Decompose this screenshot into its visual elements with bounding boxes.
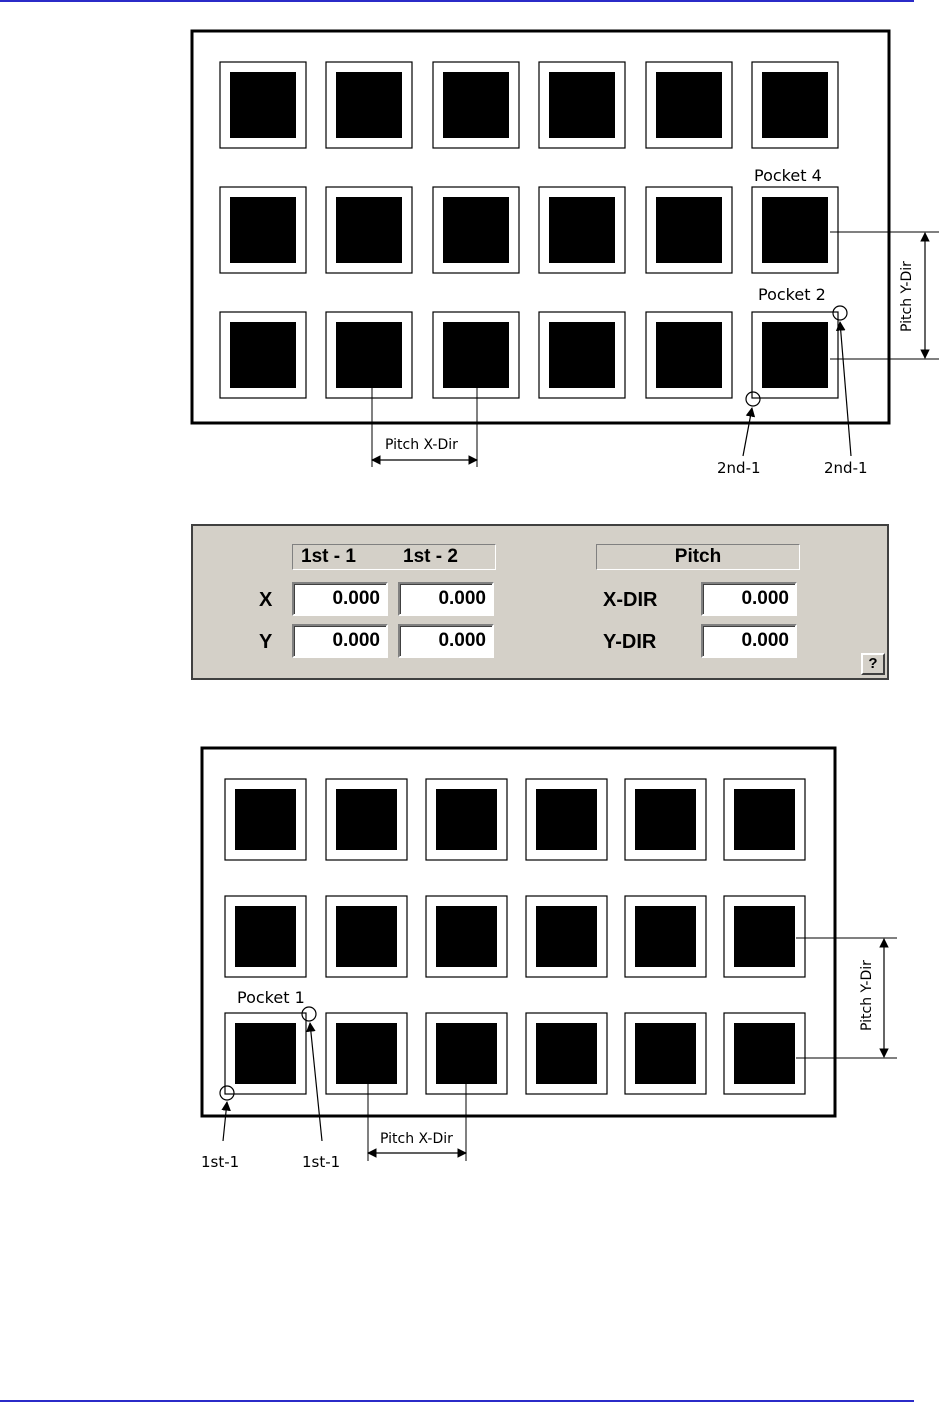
marker-label-right: 1st-1	[302, 1153, 341, 1171]
pocket-square	[230, 197, 296, 263]
pocket-square	[336, 906, 397, 967]
pitch-ydir-label: Y-DIR	[603, 631, 657, 653]
x-1st-1-field[interactable]	[292, 582, 388, 616]
tray-diagram-top	[0, 0, 939, 490]
pocket-square	[235, 1023, 296, 1084]
help-button[interactable]: ?	[861, 653, 885, 675]
pocket-square	[443, 322, 509, 388]
pocket-square	[336, 197, 402, 263]
pocket-square	[436, 906, 497, 967]
pocket-square	[549, 197, 615, 263]
pocket-square	[762, 72, 828, 138]
pocket-position-dialog	[191, 524, 889, 680]
column-header-1st-1: 1st - 1	[301, 546, 356, 567]
column-header-1st-2: 1st - 2	[403, 546, 458, 567]
pocket-square	[536, 789, 597, 850]
pocket-square	[443, 72, 509, 138]
pocket-square	[656, 72, 722, 138]
pitch-x-label: Pitch X-Dir	[385, 437, 458, 453]
row-label-x: X	[259, 589, 273, 611]
pocket-square	[536, 1023, 597, 1084]
pocket-square	[235, 906, 296, 967]
pocket-1-label: Pocket 1	[237, 988, 305, 1007]
pocket-square	[336, 322, 402, 388]
pitch-x-label: Pitch X-Dir	[380, 1131, 453, 1147]
pocket-square	[336, 1023, 397, 1084]
pocket-square	[436, 789, 497, 850]
tray-diagram-bottom	[0, 740, 939, 1180]
pitch-xdir-label: X-DIR	[603, 589, 658, 611]
pocket-square	[734, 1023, 795, 1084]
pocket-square	[336, 789, 397, 850]
pocket-square	[635, 1023, 696, 1084]
pitch-header: Pitch	[596, 544, 800, 570]
pocket-square	[443, 197, 509, 263]
pocket-square	[635, 906, 696, 967]
pocket-square	[635, 789, 696, 850]
pocket-square	[230, 72, 296, 138]
pocket-square	[536, 906, 597, 967]
pocket-square	[235, 789, 296, 850]
x-1st-2-field[interactable]	[398, 582, 494, 616]
marker-label-left: 2nd-1	[717, 459, 761, 477]
pocket-2-label: Pocket 2	[758, 285, 826, 304]
pocket-square	[656, 322, 722, 388]
pocket-square	[656, 197, 722, 263]
pocket-square	[734, 906, 795, 967]
pocket-square	[230, 322, 296, 388]
pitch-y-label: Pitch Y-Dir	[899, 261, 915, 332]
y-1st-2-field[interactable]	[398, 624, 494, 658]
pocket-square	[336, 72, 402, 138]
row-label-y: Y	[259, 631, 273, 653]
pitch-xdir-field[interactable]	[701, 582, 797, 616]
pocket-square	[734, 789, 795, 850]
pocket-square	[549, 72, 615, 138]
pitch-ydir-field[interactable]	[701, 624, 797, 658]
pocket-square	[549, 322, 615, 388]
pocket-4-label: Pocket 4	[754, 166, 822, 185]
marker-label-right: 2nd-1	[824, 459, 868, 477]
pocket-square	[762, 197, 828, 263]
y-1st-1-field[interactable]	[292, 624, 388, 658]
pocket-grid	[220, 62, 838, 398]
pocket-square	[762, 322, 828, 388]
marker-label-left: 1st-1	[201, 1153, 240, 1171]
column-header-group	[292, 544, 496, 570]
pitch-y-label: Pitch Y-Dir	[859, 960, 875, 1031]
